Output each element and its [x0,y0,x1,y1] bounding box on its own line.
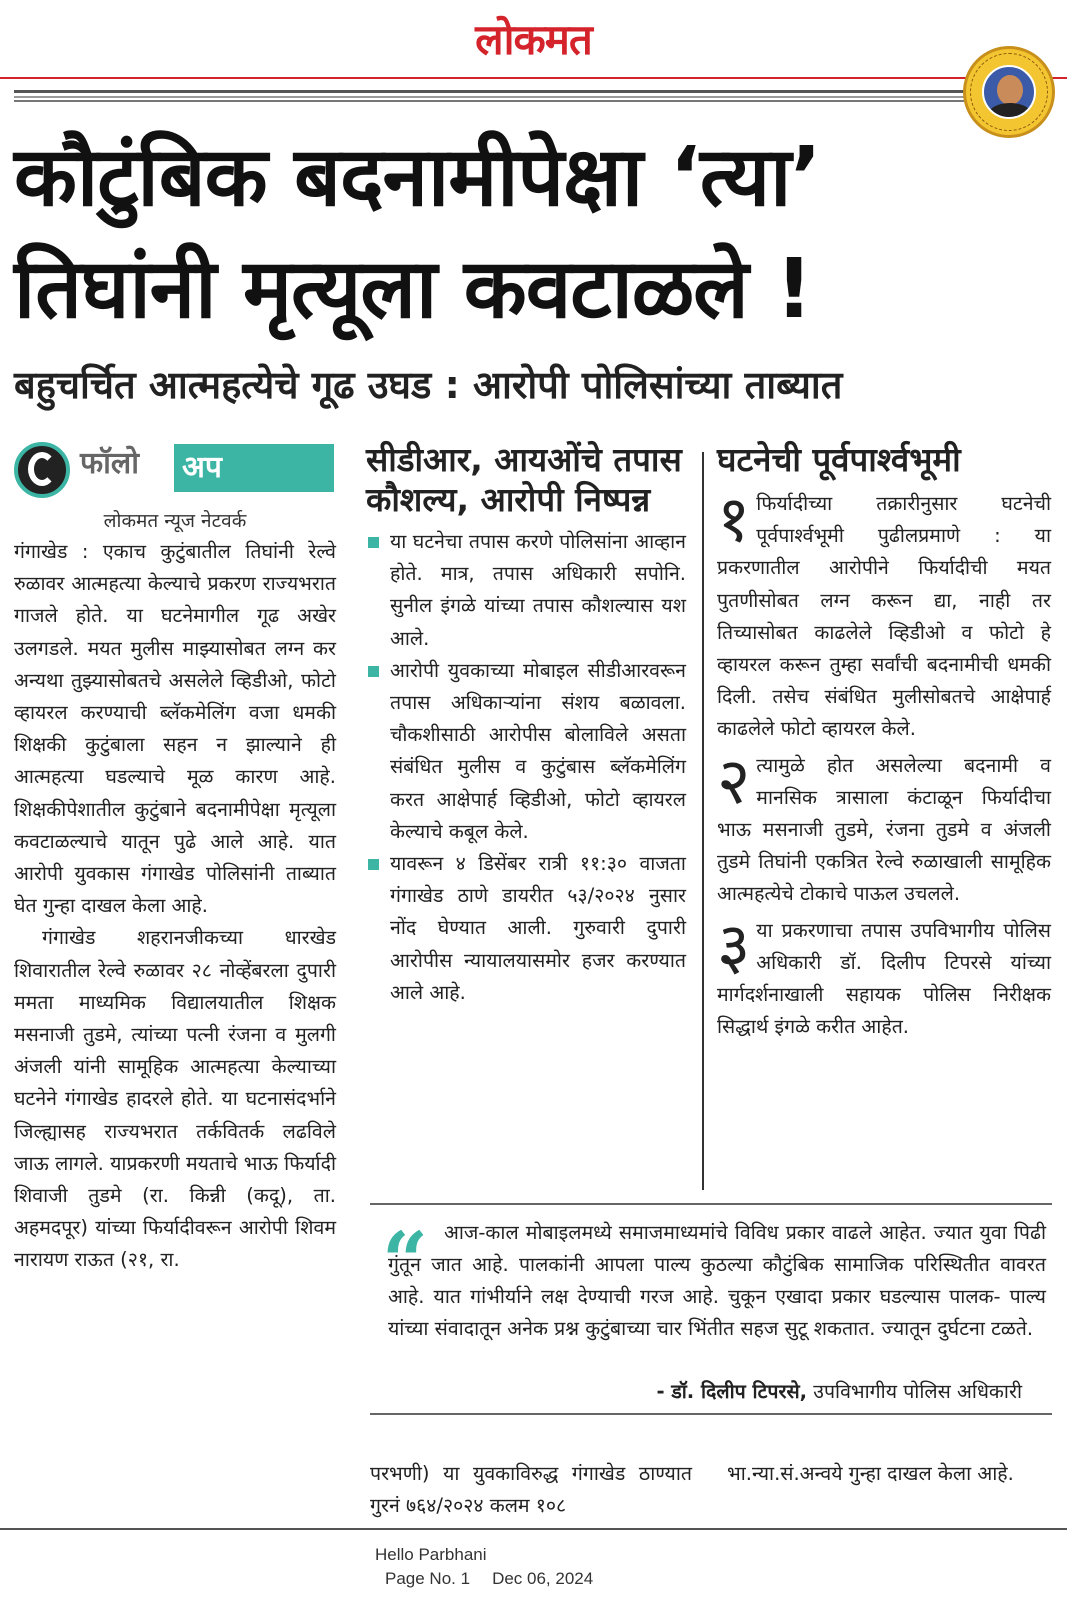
official-quote-box [370,1203,1052,1415]
seal-shirt [988,103,1032,119]
item-text-3: या प्रकरणाचा तपास उपविभागीय पोलिस अधिकारी डॉ. दिलीप टिपरसे यांच्या मार्गदर्शनाखाली सहायक पोलिस निरीक्षक सिद्धार्थ इंगळे करीत आहेत. [717,918,1051,1039]
masthead-grey-rules [14,90,1044,102]
quote-designation: उपविभागीय पोलिस अधिकारी [813,1380,1022,1403]
masthead-red-rule [0,77,1067,79]
footer-date: Dec 06, 2024 [492,1569,594,1588]
item-number-3: ३ [717,909,751,984]
column3-item-1 [717,483,1051,746]
followup-icon [14,442,70,498]
seal-face [997,75,1023,105]
followup-word: फॉलो [80,446,140,481]
column-divider [702,452,704,1190]
subheadline: बहुचर्चित आत्महत्येचे गूढ उघड : आरोपी पोलिसांच्या ताब्यात [14,363,843,407]
quote-text: आज-काल मोबाइलमध्ये समाजमाध्यमांचे विविध प्रकार वाढले आहेत. ज्यात युवा पिढी गुंतून जात आहे. पालकांनी आपला पाल्य कुठल्या कौटुंबिक सामाजिक परिस्थितीत वावरत आहे. यात गांभीर्याने लक्ष देण्याची गरज आहे. चुकून एखादा प्रकार घडल्यास पालक- पाल्य यांच्या संवादातून अनेक प्रश्न कुटुंबाच्या चार भिंतीत सहज सुटू शकतात. ज्यातून दुर्घटना टळते. [388,1221,1046,1340]
quote-attribution [656,1377,1022,1407]
article-column-1 [14,440,336,1277]
bottom-rule [0,1528,1067,1530]
footer-page: Page No. 1 [385,1569,471,1588]
item-text-1: फिर्यादीच्या तक्रारीनुसार घटनेची पूर्वपार्श्वभूमी पुढीलप्रमाणे : या प्रकरणातील आरोपीने फिर्यादीची मयत पुतणीसोबत लग्न करून द्या, नाही तर तिच्यासोबत काढलेले व्हिडीओ व फोटो हे व्हायरल करून तुम्हा सर्वांची बदनामीची धमकी दिली. तसेच संबंधित मुलीसोबतचे आक्षेपार्ह काढलेले फोटो व्हायरल केले. [717,492,1051,741]
newspaper-logo: लोकमत [475,15,592,64]
item-number-1: १ [717,483,751,557]
article-column-2 [366,440,686,1009]
page-footer [375,1543,593,1591]
article-column-3 [717,440,1051,1047]
column2-bullet-3: यावरून ४ डिसेंबर रात्री ११:३० वाजता गंगाखेड ठाणे डायरीत ५३/२०२४ नुसार नोंद घेण्यात आली. गुरुवारी दुपारी आरोपीस न्यायालयासमोर हजर करण्यात आले आहे. [366,848,686,1009]
quote-author: - डॉ. दिलीप टिपरसे, [656,1380,808,1403]
followup-badge [14,440,336,502]
item-number-2: २ [717,744,751,819]
profile-seal-badge [963,46,1055,138]
footer-page-date [375,1567,593,1591]
footer-edition: Hello Parbhani [375,1545,487,1564]
column1-para2: गंगाखेड शहरानजीकच्या धारखेड शिवारातील रेल्वे रुळावर २८ नोव्हेंबरला दुपारी ममता माध्यमिक विद्यालयातील शिक्षक मसनाजी तुडमे, त्यांच्या पत्नी रंजना व मुलगी अंजली यांनी सामूहिक आत्महत्या केल्याच्या घटनेने गंगाखेड हादरले होते. या घटनासंदर्भाने जिल्ह्यासह राज्यभरात तर्कवितर्क लढविले जाऊ लागले. याप्रकरणी मयताचे भाऊ फिर्यादी शिवाजी तुडमे (रा. किन्नी (कदू), ता. अहमदपूर) यांच्या फिर्यादीवरून आरोपी शिवम नारायण राऊत (२१, रा. [14,926,336,1272]
column3-tail: भा.न्या.सं.अन्वये गुन्हा दाखल केला आहे. [727,1462,1014,1485]
seal-portrait [982,65,1036,119]
column3-item-2 [717,744,1051,911]
followup-band: अप [174,444,334,492]
column2-tail: परभणी) या युवकाविरुद्ध गंगाखेड ठाण्यात गुरनं ७६४/२०२४ कलम १०८ [370,1462,692,1517]
column2-bullet-2: आरोपी युवकाच्या मोबाइल सीडीआरवरून तपास अधिकाऱ्यांना संशय बळावला. चौकशीसाठी आरोपीस बोलाविले असता संबंधित मुलीस व कुटुंबास ब्लॅकमेलिंग करत आक्षेपार्ह व्हिडीओ, फोटो व्हायरल केल्याचे कबूल केले. [366,655,686,848]
column3-heading: घटनेची पूर्वपार्श्वभूमी [717,440,961,479]
column3-item-3 [717,909,1051,1044]
headline-line-1: कौटुंबिक बदनामीपेक्षा ‘त्या’ [14,130,821,225]
column1-para1: गंगाखेड : एकाच कुटुंबातील तिघांनी रेल्वे रुळावर आत्महत्या केल्याचे प्रकरण राज्यभरात गाजले होते. या घटनेमागील गूढ अखेर उलगडले. मयत मुलीस माझ्यासोबत लग्न कर अन्यथा तुझ्यासोबतचे असलेले व्हिडीओ, फोटो व्हायरल करण्याची ब्लॅकमेलिंग वजा धमकी शिक्षकी कुटुंबाला सहन न झाल्याने ही आत्महत्या घडल्याचे मूळ कारण आहे. शिक्षकीपेशातील कुटुंबाने बदनामीपेक्षा मृत्यूला कवटाळल्याचे यातून पुढे आले आहे. यात आरोपी युवकास गंगाखेड पोलिसांनी ताब्यात घेत गुन्हा दाखल केला आहे. [14,540,336,918]
quote-mark-icon: “ [382,1214,429,1308]
headline-line-2: तिघांनी मृत्यूला कवटाळले ! [14,242,812,337]
column2-heading: सीडीआर, आयओंचे तपास कौशल्य, आरोपी निष्पन्न [366,440,682,519]
news-network-credit: लोकमत न्यूज नेटवर्क [103,510,247,532]
item-text-2: त्यामुळे होत असलेल्या बदनामी व मानसिक त्रासाला कंटाळून फिर्यादीचा भाऊ मसनाजी तुडमे, रंजना तुडमे व अंजली तुडमे तिघांनी एकत्रित रेल्वे रुळाखाली सामूहिक आत्महत्येचे टोकाचे पाऊल उचलले. [717,753,1051,906]
column2-bullet-1: या घटनेचा तपास करणे पोलिसांना आव्हान होते. मात्र, तपास अधिकारी सपोनि. सुनील इंगळे यांच्या तपास कौशल्यास यश आले. [366,526,686,655]
masthead [0,0,1067,80]
